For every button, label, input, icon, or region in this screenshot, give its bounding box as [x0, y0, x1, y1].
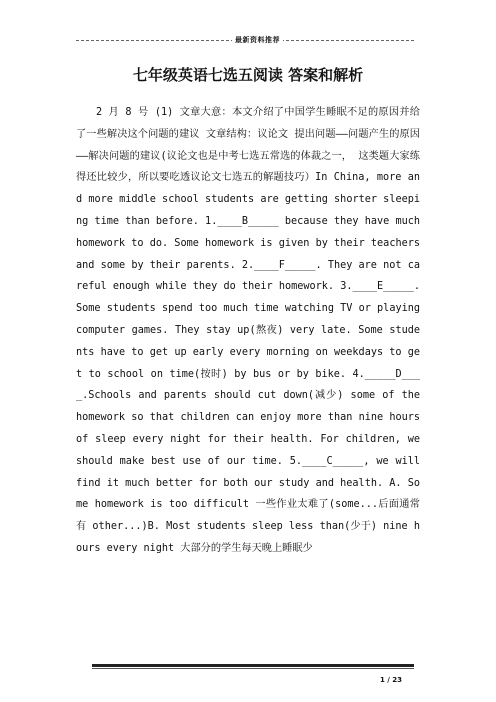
footer-rule-thin: [92, 668, 414, 669]
header-label: 最新资料推荐: [232, 35, 283, 45]
document-title: 七年级英语七选五阅读 答案和解析: [132, 66, 364, 84]
footer-rule: [92, 664, 414, 667]
document-body: 2 月 8 号 (1) 文章大意：本文介绍了中国学生睡眠不足的原因并给了一些解决这个问题的建议 文章结构：议论文 提出问题——问题产生的原因——解决问题的建议(议论文也是中考七选五常选的体裁之一， 这类题大家练得还比较少，所以要吃透议论文七选五的解题技巧）In China, more and more middle school students are getting shorter sleeping time than before. 1.____B_____ because they have much homework to do. Some homework is given by their teachers and some by their parents. 2.____F_____. They are not careful enough while they do their homework. 3.____E_____. Some students spend too much time watching TV or playing computer games. They stay up(熬夜) very late. Some students have to get up early every morning on weekdays to get to school on time(按时) by bus or by bike. 4._____D____.Schools and parents should cut down(减少) some of the homework so that children can enjoy more than nine hours of sleep every night for their health. For children, we should make best use of our time. 5.____C_____, we will find it much better for both our study and health. A. Some homework is too difficult 一些作业太难了(some...后面通常有 other...)B. Most students sleep less than(少于) nine hours every night 大部分的学生每天晚上睡眠少: [76, 107, 420, 554]
page-number: 1 / 23: [380, 676, 403, 684]
